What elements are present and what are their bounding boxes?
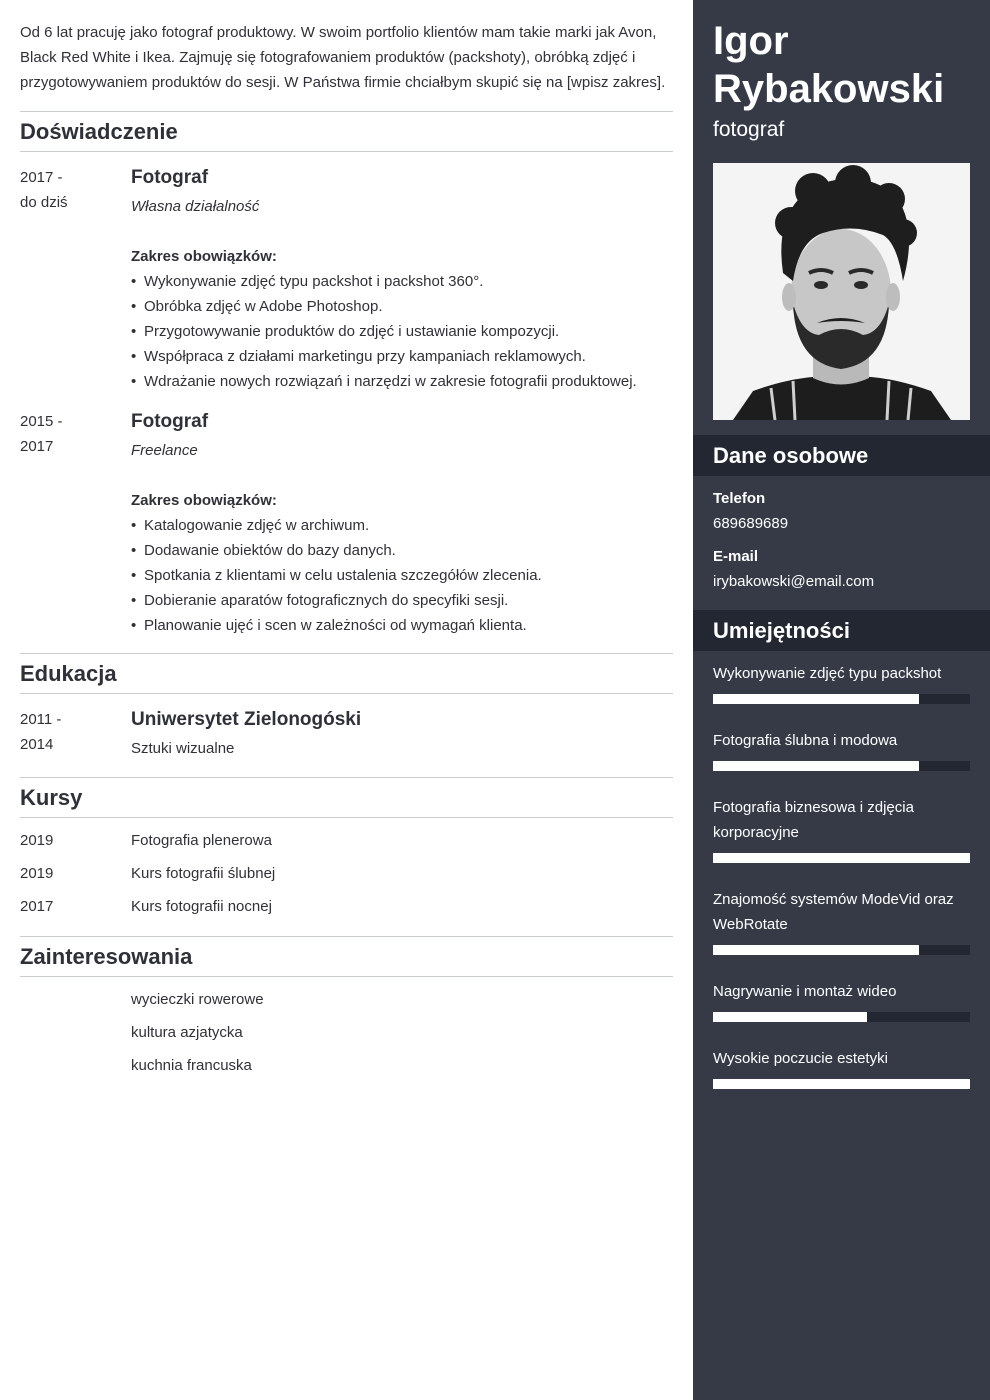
skill-bar-fill: [713, 694, 919, 704]
summary-text: Od 6 lat pracuję jako fotograf produktowy. W swoim portfolio klientów mam takie marki jak Avon, Black Red White i Ikea. Zajmuję się fotografowaniem produktów (packshoty), obróbką zdjęć i przygotowywaniem produktów do sesji. W Państwa firmie chciałbym skupić się na [wpisz zakres].: [20, 24, 666, 91]
school-name: Uniwersytet Zielonogóski: [131, 709, 362, 730]
skill-bar: [713, 853, 970, 863]
date-end: 2017: [20, 438, 54, 455]
sidebar: [693, 0, 990, 1400]
duties-label: Zakres obowiązków:: [131, 248, 277, 265]
skill-bar: [713, 694, 970, 704]
experience-entry: [20, 409, 673, 638]
experience-entry: [20, 165, 673, 394]
course-year: 2019: [20, 865, 54, 882]
skill-label: Fotografia ślubna i modowa: [713, 732, 898, 749]
skill-label: Wykonywanie zdjęć typu packshot: [713, 665, 942, 682]
skill-bar: [713, 761, 970, 771]
date-start: 2011 -: [20, 711, 62, 728]
duty-item: • Obróbka zdjęć w Adobe Photoshop.: [131, 294, 673, 319]
interests-list: [20, 987, 673, 1086]
duty-item: • Dodawanie obiektów do bazy danych.: [131, 538, 673, 563]
personal-data: [693, 486, 990, 594]
skill-bar-fill: [713, 1079, 970, 1089]
duties-list: [131, 513, 673, 638]
skill-label: Fotografia biznesowa i zdjęcia korporacyjne: [713, 799, 914, 841]
interest-item: wycieczki rowerowe: [131, 991, 264, 1008]
skills-list: [693, 661, 990, 1089]
education-entry: [20, 707, 673, 761]
duty-item: • Spotkania z klientami w celu ustalenia szczegółów zlecenia.: [131, 563, 673, 588]
skill-item: [693, 979, 990, 1022]
education-date: [20, 707, 131, 761]
section-interests-heading: Zainteresowania: [20, 936, 673, 977]
profile-photo: [713, 163, 970, 420]
portrait-image: [713, 163, 970, 420]
skill-item: [693, 661, 990, 704]
section-experience-heading: Doświadczenie: [20, 111, 673, 152]
company-name: Freelance: [131, 442, 198, 459]
skill-bar: [713, 945, 970, 955]
course-name: Fotografia plenerowa: [131, 832, 272, 849]
duty-item: • Współpraca z działami marketingu przy kampaniach reklamowych.: [131, 344, 673, 369]
job-role: fotograf: [713, 118, 785, 141]
phone-value: 689689689: [713, 515, 789, 532]
duties-label: Zakres obowiązków:: [131, 492, 277, 509]
skill-bar: [713, 1012, 970, 1022]
first-name: Igor: [713, 19, 789, 63]
skill-bar-fill: [713, 945, 919, 955]
skill-item: [693, 795, 990, 863]
date-end: 2014: [20, 736, 54, 753]
email-label: E-mail: [713, 548, 759, 565]
interest-item: kuchnia francuska: [131, 1057, 252, 1074]
course-item: [20, 828, 673, 861]
duty-item: • Wykonywanie zdjęć typu packshot i packshot 360°.: [131, 269, 673, 294]
skill-item: [693, 887, 990, 955]
skill-bar-fill: [713, 761, 919, 771]
skill-bar: [713, 1079, 970, 1089]
experience-date: [20, 165, 131, 394]
phone-label: Telefon: [713, 490, 766, 507]
personal-data-heading: Dane osobowe: [693, 435, 990, 476]
duty-item: • Planowanie ujęć i scen w zależności od wymagań klienta.: [131, 613, 673, 638]
field-of-study: Sztuki wizualne: [131, 740, 235, 757]
skill-bar-fill: [713, 1012, 867, 1022]
date-start: 2015 -: [20, 413, 63, 430]
course-year: 2019: [20, 832, 54, 849]
duty-item: • Wdrażanie nowych rozwiązań i narzędzi w zakresie fotografii produktowej.: [131, 369, 673, 394]
skill-bar-fill: [713, 853, 970, 863]
duty-item: • Katalogowanie zdjęć w archiwum.: [131, 513, 673, 538]
duty-item: • Dobieranie aparatów fotograficznych do specyfiki sesji.: [131, 588, 673, 613]
interest-item: kultura azjatycka: [131, 1024, 243, 1041]
date-end: do dziś: [20, 194, 68, 211]
courses-list: [20, 828, 673, 927]
skill-label: Wysokie poczucie estetyki: [713, 1050, 888, 1067]
job-title: Fotograf: [131, 411, 209, 432]
company-name: Własna działalność: [131, 198, 260, 215]
course-item: [20, 861, 673, 894]
skill-item: [693, 1046, 990, 1089]
last-name: Rybakowski: [713, 67, 945, 111]
course-item: [20, 894, 673, 927]
skill-label: Znajomość systemów ModeVid oraz WebRotate: [713, 891, 954, 933]
skill-item: [693, 728, 990, 771]
experience-date: [20, 409, 131, 638]
skills-heading: Umiejętności: [693, 610, 990, 651]
section-courses-heading: Kursy: [20, 777, 673, 818]
section-education-heading: Edukacja: [20, 653, 673, 694]
course-name: Kurs fotografii nocnej: [131, 898, 272, 915]
full-name: [693, 0, 990, 113]
email-value: irybakowski@email.com: [713, 573, 875, 590]
date-start: 2017 -: [20, 169, 63, 186]
job-title: Fotograf: [131, 167, 209, 188]
course-year: 2017: [20, 898, 54, 915]
skill-label: Nagrywanie i montaż wideo: [713, 983, 897, 1000]
course-name: Kurs fotografii ślubnej: [131, 865, 276, 882]
duty-item: • Przygotowywanie produktów do zdjęć i ustawianie kompozycji.: [131, 319, 673, 344]
duties-list: [131, 269, 673, 394]
